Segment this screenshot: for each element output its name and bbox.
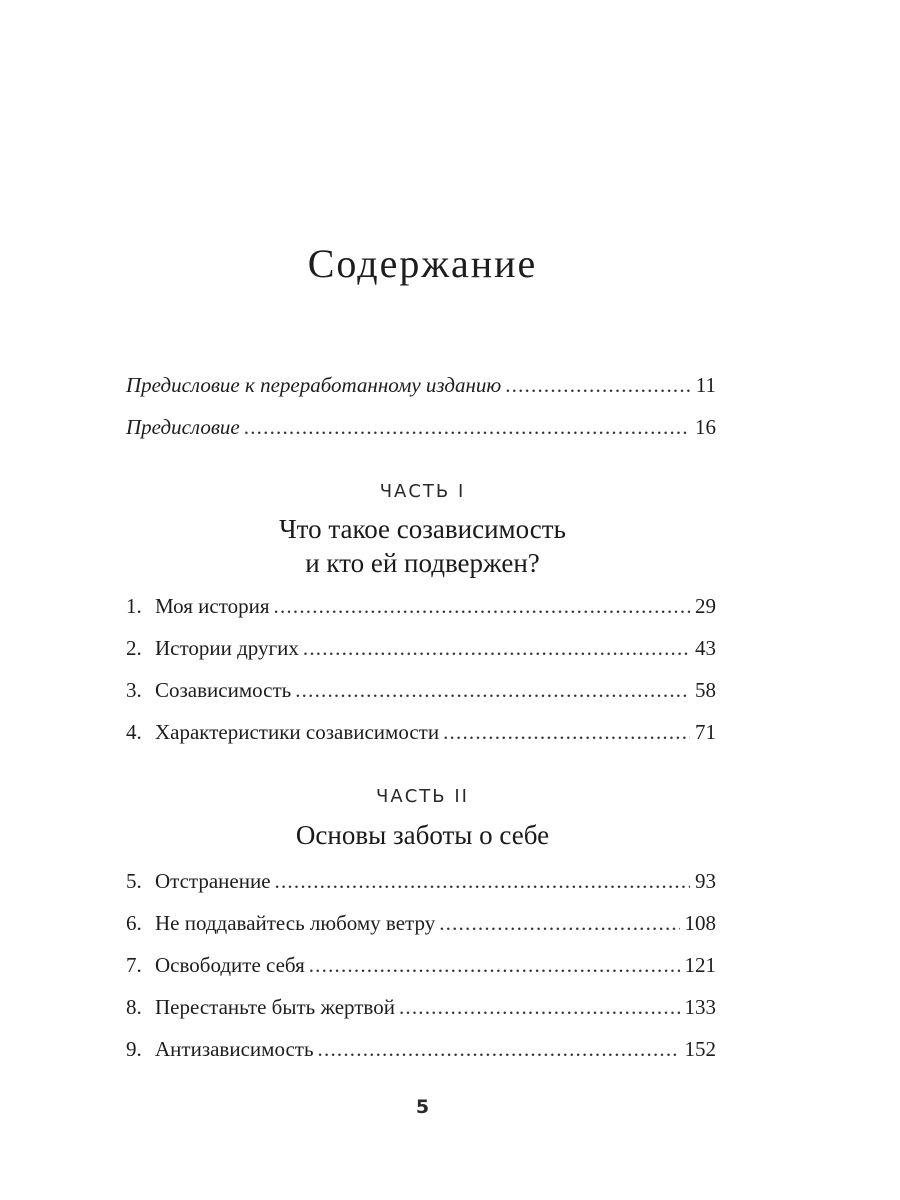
chapter-number: 7. xyxy=(126,953,142,977)
dot-leader xyxy=(309,950,680,980)
toc-entry-chapter[interactable] xyxy=(126,675,716,705)
toc-entry-chapter[interactable] xyxy=(126,866,716,896)
entry-title: Освободите себя xyxy=(155,953,305,977)
entry-title: Предисловие xyxy=(126,415,240,439)
dot-leader xyxy=(318,1034,680,1064)
page-number: 5 xyxy=(415,1096,430,1118)
dot-leader xyxy=(443,717,690,747)
toc-entry-chapter[interactable] xyxy=(126,591,716,621)
chapter-number: 4. xyxy=(126,720,142,744)
entry-title: Созависимость xyxy=(155,678,292,702)
dot-leader xyxy=(399,992,680,1022)
entry-title: Антизависимость xyxy=(155,1037,314,1061)
entry-page-number: 133 xyxy=(684,995,716,1019)
entry-page-number: 11 xyxy=(695,373,716,397)
toc-entry-chapter[interactable] xyxy=(126,717,716,747)
part-title-line: Основы заботы о себе xyxy=(295,820,550,850)
entry-title: Перестаньте быть жертвой xyxy=(155,995,395,1019)
entry-page-number: 71 xyxy=(695,720,716,744)
toc-entry-chapter[interactable] xyxy=(126,992,716,1022)
entry-title: Отстранение xyxy=(155,869,271,893)
entry-title: Характеристики созависимости xyxy=(155,720,440,744)
page-title: Содержание xyxy=(307,241,538,286)
dot-leader xyxy=(295,675,690,705)
dot-leader xyxy=(505,370,691,400)
toc-entry-chapter[interactable] xyxy=(126,633,716,663)
entry-title: Предисловие к переработанному изданию xyxy=(126,373,502,397)
entry-page-number: 43 xyxy=(695,636,716,660)
chapter-number: 3. xyxy=(126,678,142,702)
dot-leader xyxy=(244,412,690,442)
part-title-line: и кто ей подвержен? xyxy=(305,548,540,578)
part-label: ЧАСТЬ II xyxy=(376,786,469,807)
entry-page-number: 108 xyxy=(684,911,716,935)
entry-page-number: 58 xyxy=(695,678,716,702)
entry-page-number: 29 xyxy=(695,594,716,618)
entry-page-number: 16 xyxy=(695,415,716,439)
chapter-number: 5. xyxy=(126,869,142,893)
part-title-line: Что такое созависимость xyxy=(279,514,566,544)
entry-title: Не поддавайтесь любому ветру xyxy=(155,911,436,935)
chapter-number: 8. xyxy=(126,995,142,1019)
toc-entry-chapter[interactable] xyxy=(126,1034,716,1064)
entry-page-number: 121 xyxy=(684,953,716,977)
dot-leader xyxy=(303,633,690,663)
toc-entry-preface[interactable] xyxy=(126,412,716,442)
chapter-number: 9. xyxy=(126,1037,142,1061)
toc-entry-chapter[interactable] xyxy=(126,908,716,938)
part-label: ЧАСТЬ I xyxy=(379,481,466,502)
chapter-number: 6. xyxy=(126,911,142,935)
entry-title: Моя история xyxy=(155,594,270,618)
dot-leader xyxy=(439,908,679,938)
entry-page-number: 93 xyxy=(695,869,716,893)
chapter-number: 1. xyxy=(126,594,142,618)
toc-entry-chapter[interactable] xyxy=(126,950,716,980)
dot-leader xyxy=(275,866,690,896)
dot-leader xyxy=(274,591,690,621)
chapter-number: 2. xyxy=(126,636,142,660)
entry-page-number: 152 xyxy=(684,1037,716,1061)
toc-entry-preface-revised[interactable] xyxy=(126,370,716,400)
entry-title: Истории других xyxy=(155,636,299,660)
